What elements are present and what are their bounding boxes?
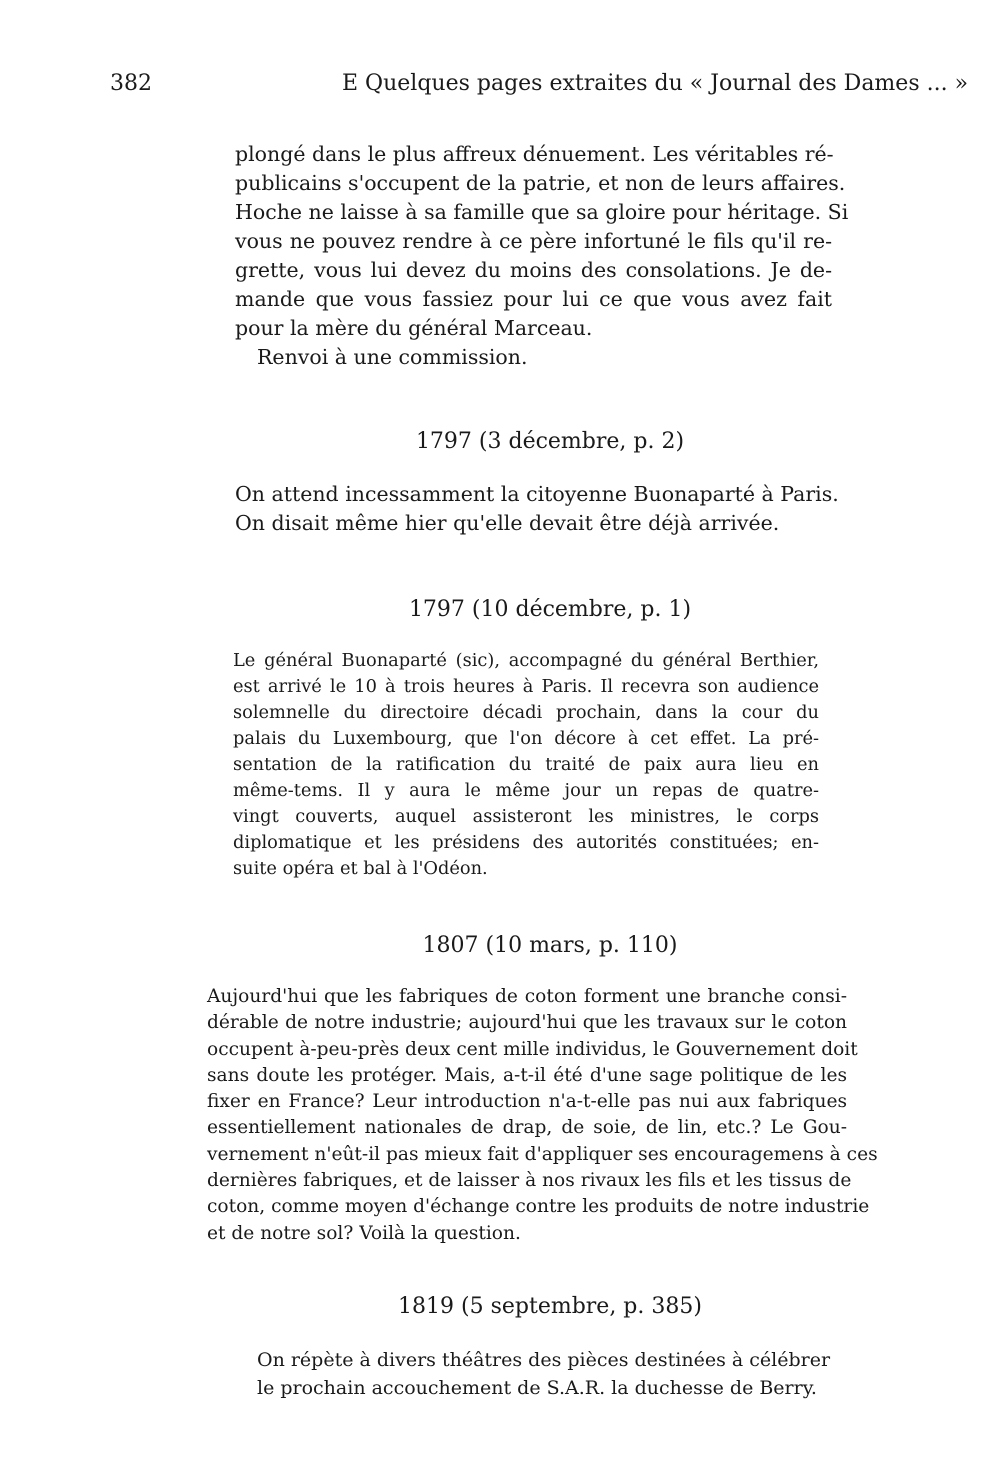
text-line: vingt couverts, auquel assisteront les ministres, le corps	[233, 806, 819, 827]
section-heading: 1807 (10 mars, p. 110)	[422, 933, 678, 958]
section-paragraph	[233, 648, 819, 882]
text-line: et de notre sol? Voilà la question.	[207, 1222, 521, 1244]
text-line: On répète à divers théâtres des pièces destinées à célébrer	[257, 1349, 831, 1371]
text-line: dernières fabriques, et de laisser à nos rivaux les fils et les tissus de	[207, 1170, 852, 1192]
text-line: Hoche ne laisse à sa famille que sa gloire pour héritage. Si	[235, 200, 849, 224]
text-line: solemnelle du directoire décadi prochain, dans la cour du	[233, 702, 819, 723]
section-paragraph	[257, 1346, 831, 1402]
section-heading: 1819 (5 septembre, p. 385)	[398, 1294, 702, 1319]
text-line: vous ne pouvez rendre à ce père infortuné le fils qu'il re-	[235, 229, 832, 253]
section-heading: 1797 (10 décembre, p. 1)	[408, 597, 692, 622]
page-number: 382	[110, 71, 152, 96]
text-line: grette, vous lui devez du moins des consolations. Je de-	[235, 258, 832, 282]
text-line: même-tems. Il y aura le même jour un repas de quatre-	[233, 780, 819, 801]
text-line: publicains s'occupent de la patrie, et non de leurs affaires.	[235, 171, 846, 195]
text-line: dérable de notre industrie; aujourd'hui que les travaux sur le coton	[207, 1012, 847, 1034]
text-line: sans doute les protéger. Mais, a-t-il été d'une sage politique de les	[207, 1064, 847, 1086]
section-paragraph	[235, 480, 839, 538]
text-line: mande que vous fassiez pour lui ce que vous avez fait	[235, 287, 832, 311]
text-line: diplomatique et les présidens des autorités constituées; en-	[233, 832, 819, 853]
text-line: coton, comme moyen d'échange contre les produits de notre industrie	[207, 1196, 870, 1218]
text-line: Le général Buonaparté (sic), accompagné du général Berthier,	[233, 650, 819, 671]
section-paragraph	[207, 984, 878, 1247]
text-line: occupent à-peu-près deux cent mille individus, le Gouvernement doit	[207, 1038, 858, 1060]
text-line: plongé dans le plus affreux dénuement. Les véritables ré-	[235, 142, 834, 166]
text-line: suite opéra et bal à l'Odéon.	[233, 858, 488, 879]
running-head: E Quelques pages extraites du « Journal des Dames ... »	[342, 71, 969, 96]
text-line: palais du Luxembourg, que l'on décore à cet effet. La pré-	[233, 728, 819, 749]
text-line: sentation de la ratification du traité de paix aura lieu en	[233, 754, 819, 775]
text-line: fixer en France? Leur introduction n'a-t-elle pas nui aux fabriques	[207, 1091, 847, 1113]
text-line: est arrivé le 10 à trois heures à Paris. Il recevra son audience	[233, 676, 819, 697]
text-line: essentiellement nationales de drap, de soie, de lin, etc.? Le Gou-	[207, 1117, 847, 1139]
text-line: Aujourd'hui que les fabriques de coton forment une branche consi-	[207, 986, 847, 1007]
continued-paragraph	[235, 140, 849, 372]
section-heading: 1797 (3 décembre, p. 2)	[415, 429, 685, 454]
text-line: pour la mère du général Marceau.	[235, 316, 593, 340]
text-line: vernement n'eût-il pas mieux fait d'appliquer ses encouragemens à ces	[207, 1143, 878, 1165]
text-line: On attend incessamment la citoyenne Buonaparté à Paris.	[235, 482, 839, 506]
text-line: Renvoi à une commission.	[257, 345, 528, 369]
text-line: On disait même hier qu'elle devait être déjà arrivée.	[235, 511, 780, 535]
text-line: le prochain accouchement de S.A.R. la duchesse de Berry.	[257, 1377, 817, 1399]
